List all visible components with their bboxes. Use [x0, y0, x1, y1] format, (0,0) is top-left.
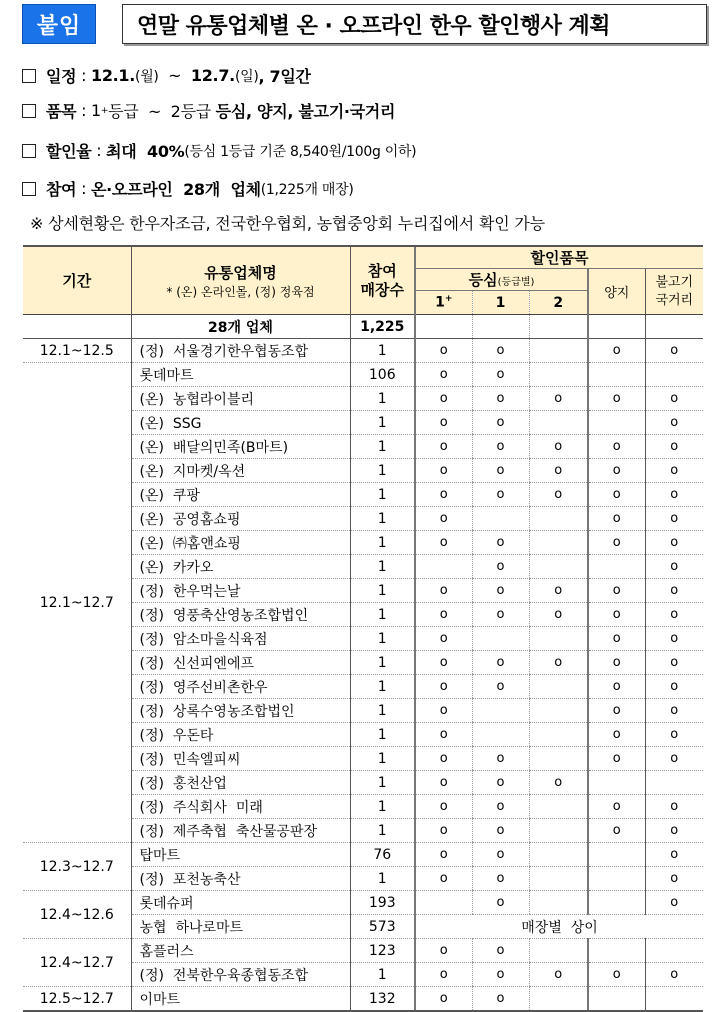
- store-count-cell: 1: [350, 555, 415, 579]
- header-vendor-title: 유통업체명: [204, 263, 277, 282]
- header-stores: [350, 246, 415, 315]
- vendor-name-cell: (정) 주식회사 미래: [131, 795, 350, 819]
- total-bulgogi: [645, 315, 703, 339]
- mark-g1-cell: [472, 699, 529, 723]
- mark-g2-cell: [529, 531, 588, 555]
- mark-g1p-cell: o: [415, 843, 472, 867]
- vendor-name-cell: 탑마트: [131, 843, 350, 867]
- store-count-cell: 1: [350, 435, 415, 459]
- vendor-name-cell: (온) SSG: [131, 411, 350, 435]
- grade-1plus-label: 1: [435, 294, 445, 311]
- store-count-cell: 1: [350, 531, 415, 555]
- mark-g1-cell: o: [472, 411, 529, 435]
- mark-g2-cell: o: [529, 579, 588, 603]
- total-stores: 1,225: [350, 315, 415, 339]
- checkbox-square-icon: [22, 144, 36, 158]
- mark-g1-cell: [472, 507, 529, 531]
- mark-bulgogi-cell: o: [645, 651, 703, 675]
- vendor-name-cell: (정) 영풍축산영농조합법인: [131, 603, 350, 627]
- vendor-name-cell: (정) 서울경기한우협동조합: [131, 339, 350, 363]
- store-count-cell: 1: [350, 651, 415, 675]
- mark-brisket-cell: o: [588, 579, 645, 603]
- end-date: 12.7.: [190, 66, 235, 85]
- table-row: [23, 987, 703, 1012]
- store-count-cell: 1: [350, 459, 415, 483]
- mark-g1p-cell: o: [415, 483, 472, 507]
- mark-g1-cell: o: [472, 435, 529, 459]
- discount-plan-table: [23, 245, 703, 1012]
- mark-g1p-cell: [415, 555, 472, 579]
- mark-bulgogi-cell: o: [645, 507, 703, 531]
- mark-g1p-cell: o: [415, 387, 472, 411]
- period-cell: 12.4~12.6: [23, 891, 131, 939]
- mark-g2-cell: [529, 627, 588, 651]
- reference-note: ※ 상세현황은 한우자조금, 전국한우협회, 농협중앙회 누리집에서 확인 가능: [30, 214, 545, 233]
- mark-g1-cell: o: [472, 939, 529, 963]
- store-count-cell: 1: [350, 627, 415, 651]
- mark-bulgogi-cell: o: [645, 579, 703, 603]
- mark-bulgogi-cell: o: [645, 747, 703, 771]
- mark-bulgogi-cell: o: [645, 435, 703, 459]
- mark-bulgogi-cell: o: [645, 843, 703, 867]
- total-g1: [472, 315, 529, 339]
- mark-bulgogi-cell: o: [645, 795, 703, 819]
- total-g2: [529, 315, 588, 339]
- mark-bulgogi-cell: o: [645, 891, 703, 915]
- store-count-cell: 1: [350, 795, 415, 819]
- vendor-name-cell: (정) 제주축협 축산물공판장: [131, 819, 350, 843]
- mark-brisket-cell: o: [588, 483, 645, 507]
- tilde: ~: [158, 66, 191, 85]
- mark-g1p-cell: [415, 891, 472, 915]
- document-title-text: 연말 유통업체별 온 · 오프라인 한우 할인행사 계획: [137, 13, 611, 39]
- total-row: [23, 315, 703, 339]
- table-row: [23, 843, 703, 867]
- header-vendor: [131, 246, 350, 315]
- period-cell: 12.5~12.7: [23, 987, 131, 1012]
- mark-bulgogi-cell: [645, 987, 703, 1012]
- vendor-name-cell: 롯데슈퍼: [131, 891, 350, 915]
- period-cell: 12.4~12.7: [23, 939, 131, 987]
- mark-g2-cell: [529, 795, 588, 819]
- store-count-cell: 132: [350, 987, 415, 1012]
- total-g1p: [415, 315, 472, 339]
- mark-g1-cell: [472, 723, 529, 747]
- mark-g1p-cell: o: [415, 531, 472, 555]
- header-sirloin-label: 등심: [468, 271, 498, 289]
- mark-g1p-cell: o: [415, 963, 472, 987]
- vendor-name-cell: (정) 신선피엔에프: [131, 651, 350, 675]
- header-grade-1plus: [415, 291, 472, 315]
- mark-g2-cell: [529, 987, 588, 1012]
- table-row: [23, 939, 703, 963]
- grade-sup: +: [100, 105, 109, 116]
- mark-brisket-cell: [588, 363, 645, 387]
- bullet-label: 품목: [46, 102, 77, 121]
- store-count-cell: 1: [350, 579, 415, 603]
- separator: :: [91, 141, 107, 160]
- separator: :: [76, 66, 91, 85]
- separator: :: [76, 179, 91, 198]
- mark-g1p-cell: o: [415, 939, 472, 963]
- vendor-name-cell: (정) 상록수영농조합법인: [131, 699, 350, 723]
- mark-brisket-cell: [588, 555, 645, 579]
- vendor-name-cell: 농협 하나로마트: [131, 915, 350, 939]
- mark-brisket-cell: [588, 891, 645, 915]
- mark-g1-cell: o: [472, 387, 529, 411]
- mark-g2-cell: [529, 867, 588, 891]
- grade-from: 1: [90, 101, 101, 120]
- header-discount-items: 할인품목: [415, 246, 703, 269]
- mark-g2-cell: [529, 555, 588, 579]
- mark-g1-cell: o: [472, 795, 529, 819]
- vendor-name-cell: (온) 카카오: [131, 555, 350, 579]
- document-title: [122, 4, 707, 44]
- vendor-name-cell: (온) 농협라이블리: [131, 387, 350, 411]
- mark-brisket-cell: [588, 411, 645, 435]
- mark-g1p-cell: o: [415, 627, 472, 651]
- mark-brisket-cell: o: [588, 531, 645, 555]
- mark-g2-cell: [529, 675, 588, 699]
- mark-bulgogi-cell: o: [645, 603, 703, 627]
- mark-g2-cell: o: [529, 771, 588, 795]
- vendor-name-cell: 홈플러스: [131, 939, 350, 963]
- mark-bulgogi-cell: o: [645, 723, 703, 747]
- mark-g1-cell: o: [472, 459, 529, 483]
- header-bulgogi-line2: 국거리: [655, 292, 694, 308]
- mark-g1-cell: o: [472, 843, 529, 867]
- vendor-count: 온·오프라인 28개 업체: [90, 180, 261, 199]
- bullet-discount: [22, 139, 416, 162]
- store-count-cell: 1: [350, 819, 415, 843]
- vendor-name-cell: 이마트: [131, 987, 350, 1012]
- mark-brisket-cell: [588, 867, 645, 891]
- mark-bulgogi-cell: o: [645, 819, 703, 843]
- mark-brisket-cell: o: [588, 435, 645, 459]
- header-brisket: 양지: [588, 269, 645, 315]
- vendor-name-cell: (정) 민속엘피씨: [131, 747, 350, 771]
- mark-g2-cell: [529, 507, 588, 531]
- checkbox-square-icon: [22, 182, 36, 196]
- end-day: (일): [234, 68, 259, 85]
- mark-bulgogi-cell: o: [645, 411, 703, 435]
- total-period: [23, 315, 131, 339]
- mark-bulgogi-cell: o: [645, 459, 703, 483]
- store-count: (1,225개 매장): [260, 181, 354, 198]
- mark-g1p-cell: o: [415, 867, 472, 891]
- attachment-badge: 붙임: [22, 4, 96, 44]
- table-row: [23, 891, 703, 915]
- mark-brisket-cell: o: [588, 651, 645, 675]
- mark-g1p-cell: o: [415, 699, 472, 723]
- mark-brisket-cell: [588, 771, 645, 795]
- header-period: 기간: [23, 246, 131, 315]
- mark-g2-cell: o: [529, 603, 588, 627]
- bullet-items: [22, 99, 395, 122]
- mark-g2-cell: [529, 819, 588, 843]
- store-count-cell: 1: [350, 723, 415, 747]
- item-list: 등심, 양지, 불고기·국거리: [215, 102, 396, 121]
- vendor-name-cell: (정) 한우먹는날: [131, 579, 350, 603]
- mark-bulgogi-cell: o: [645, 483, 703, 507]
- header-sirloin: [415, 269, 588, 291]
- mark-brisket-cell: o: [588, 339, 645, 363]
- mark-brisket-cell: o: [588, 627, 645, 651]
- mark-g2-cell: [529, 699, 588, 723]
- header-bulgogi: [645, 269, 703, 315]
- start-day: (월): [135, 68, 159, 85]
- mark-g2-cell: [529, 723, 588, 747]
- mark-g1-cell: o: [472, 483, 529, 507]
- duration: , 7일간: [258, 67, 311, 86]
- grade-range: 등급 ~ 2등급: [108, 102, 216, 121]
- bullet-label: 일정: [46, 67, 77, 86]
- mark-g2-cell: o: [529, 963, 588, 987]
- mark-g1-cell: o: [472, 963, 529, 987]
- vendor-name-cell: (정) 우돈타: [131, 723, 350, 747]
- mark-g1-cell: o: [472, 675, 529, 699]
- mark-bulgogi-cell: [645, 363, 703, 387]
- mark-g1-cell: o: [472, 339, 529, 363]
- mark-g2-cell: o: [529, 435, 588, 459]
- mark-brisket-cell: o: [588, 795, 645, 819]
- mark-g1p-cell: o: [415, 435, 472, 459]
- mark-g1-cell: o: [472, 987, 529, 1012]
- mark-brisket-cell: o: [588, 387, 645, 411]
- mark-g1p-cell: o: [415, 651, 472, 675]
- bullet-label: 할인율: [46, 142, 92, 161]
- store-count-cell: 1: [350, 483, 415, 507]
- mark-brisket-cell: [588, 987, 645, 1012]
- bullet-participation: [22, 177, 354, 200]
- store-count-cell: 1: [350, 411, 415, 435]
- store-count-cell: 76: [350, 843, 415, 867]
- checkbox-square-icon: [22, 69, 36, 83]
- store-count-cell: 1: [350, 747, 415, 771]
- mark-bulgogi-cell: o: [645, 699, 703, 723]
- mark-g2-cell: o: [529, 387, 588, 411]
- mark-g1p-cell: o: [415, 747, 472, 771]
- store-count-cell: 123: [350, 939, 415, 963]
- mark-g1-cell: o: [472, 579, 529, 603]
- max-discount: 최대 40%: [106, 142, 185, 161]
- mark-g1-cell: o: [472, 867, 529, 891]
- period-cell: 12.1~12.7: [23, 363, 131, 843]
- store-count-cell: 1: [350, 699, 415, 723]
- total-vendor: 28개 업체: [131, 315, 350, 339]
- mark-bulgogi-cell: o: [645, 627, 703, 651]
- checkbox-square-icon: [22, 104, 36, 118]
- mark-brisket-cell: o: [588, 459, 645, 483]
- vendor-name-cell: (정) 암소마을식육점: [131, 627, 350, 651]
- mark-brisket-cell: o: [588, 699, 645, 723]
- mark-bulgogi-cell: o: [645, 867, 703, 891]
- varies-by-store-cell: 매장별 상이: [415, 915, 703, 939]
- start-date: 12.1.: [90, 66, 136, 85]
- mark-g2-cell: [529, 747, 588, 771]
- mark-brisket-cell: [588, 843, 645, 867]
- header-stores-line2: 매장수: [360, 280, 404, 299]
- mark-g2-cell: [529, 891, 588, 915]
- mark-g2-cell: [529, 339, 588, 363]
- header-grade-1: 1: [472, 291, 529, 315]
- total-brisket: [588, 315, 645, 339]
- store-count-cell: 1: [350, 675, 415, 699]
- header-bulgogi-line1: 불고기: [655, 274, 694, 290]
- mark-g1p-cell: o: [415, 771, 472, 795]
- period-cell: 12.3~12.7: [23, 843, 131, 891]
- header-sirloin-note: (등급별): [497, 277, 535, 288]
- mark-g1-cell: [472, 627, 529, 651]
- mark-brisket-cell: o: [588, 747, 645, 771]
- header-grade-2: 2: [529, 291, 588, 315]
- mark-brisket-cell: o: [588, 723, 645, 747]
- mark-g1p-cell: o: [415, 987, 472, 1012]
- mark-bulgogi-cell: o: [645, 387, 703, 411]
- mark-brisket-cell: o: [588, 603, 645, 627]
- header-stores-line1: 참여: [367, 261, 397, 280]
- mark-g1-cell: o: [472, 771, 529, 795]
- mark-g1-cell: o: [472, 555, 529, 579]
- mark-g1-cell: o: [472, 747, 529, 771]
- table-row: [23, 363, 703, 387]
- mark-g1p-cell: o: [415, 507, 472, 531]
- separator: :: [76, 101, 91, 120]
- vendor-name-cell: (정) 영주선비촌한우: [131, 675, 350, 699]
- mark-g2-cell: o: [529, 651, 588, 675]
- store-count-cell: 1: [350, 867, 415, 891]
- mark-g2-cell: [529, 939, 588, 963]
- bullet-label: 참여: [46, 180, 77, 199]
- vendor-name-cell: (정) 전북한우육종협동조합: [131, 963, 350, 987]
- header-vendor-note: * (온) 온라인몰, (정) 정육점: [166, 284, 315, 299]
- mark-g1p-cell: o: [415, 411, 472, 435]
- mark-g1-cell: o: [472, 531, 529, 555]
- bullet-schedule: [22, 64, 311, 87]
- grade-1plus-sup: +: [444, 294, 453, 305]
- mark-g1p-cell: o: [415, 675, 472, 699]
- store-count-cell: 1: [350, 963, 415, 987]
- store-count-cell: 573: [350, 915, 415, 939]
- mark-g1-cell: o: [472, 651, 529, 675]
- mark-g1-cell: o: [472, 891, 529, 915]
- mark-g1p-cell: o: [415, 603, 472, 627]
- mark-brisket-cell: o: [588, 675, 645, 699]
- store-count-cell: 1: [350, 771, 415, 795]
- store-count-cell: 1: [350, 387, 415, 411]
- mark-g2-cell: [529, 363, 588, 387]
- mark-bulgogi-cell: [645, 939, 703, 963]
- store-count-cell: 106: [350, 363, 415, 387]
- vendor-name-cell: 롯데마트: [131, 363, 350, 387]
- store-count-cell: 1: [350, 339, 415, 363]
- period-cell: 12.1~12.5: [23, 339, 131, 363]
- discount-detail: (등심 1등급 기준 8,540원/100g 이하): [184, 143, 417, 160]
- vendor-name-cell: (온) ㈜홈앤쇼핑: [131, 531, 350, 555]
- mark-bulgogi-cell: o: [645, 339, 703, 363]
- mark-bulgogi-cell: o: [645, 963, 703, 987]
- mark-g2-cell: [529, 411, 588, 435]
- mark-g1-cell: o: [472, 603, 529, 627]
- mark-g1-cell: o: [472, 363, 529, 387]
- mark-g1p-cell: o: [415, 795, 472, 819]
- mark-brisket-cell: o: [588, 819, 645, 843]
- mark-g2-cell: o: [529, 483, 588, 507]
- mark-g1p-cell: o: [415, 723, 472, 747]
- mark-bulgogi-cell: [645, 771, 703, 795]
- mark-brisket-cell: o: [588, 963, 645, 987]
- vendor-name-cell: (온) 배달의민족(B마트): [131, 435, 350, 459]
- mark-brisket-cell: o: [588, 507, 645, 531]
- mark-g1p-cell: o: [415, 339, 472, 363]
- mark-bulgogi-cell: o: [645, 675, 703, 699]
- mark-g1p-cell: o: [415, 363, 472, 387]
- mark-g2-cell: [529, 843, 588, 867]
- mark-g1p-cell: o: [415, 819, 472, 843]
- store-count-cell: 1: [350, 603, 415, 627]
- vendor-name-cell: (정) 포천농축산: [131, 867, 350, 891]
- vendor-name-cell: (정) 홍천산업: [131, 771, 350, 795]
- vendor-name-cell: (온) 공영홈쇼핑: [131, 507, 350, 531]
- store-count-cell: 193: [350, 891, 415, 915]
- mark-bulgogi-cell: o: [645, 555, 703, 579]
- mark-g1p-cell: o: [415, 459, 472, 483]
- vendor-name-cell: (온) 쿠팡: [131, 483, 350, 507]
- mark-brisket-cell: [588, 939, 645, 963]
- store-count-cell: 1: [350, 507, 415, 531]
- table-row: [23, 339, 703, 363]
- mark-g1-cell: o: [472, 819, 529, 843]
- mark-g1p-cell: o: [415, 579, 472, 603]
- mark-g2-cell: o: [529, 459, 588, 483]
- mark-bulgogi-cell: o: [645, 531, 703, 555]
- vendor-name-cell: (온) 지마켓/옥션: [131, 459, 350, 483]
